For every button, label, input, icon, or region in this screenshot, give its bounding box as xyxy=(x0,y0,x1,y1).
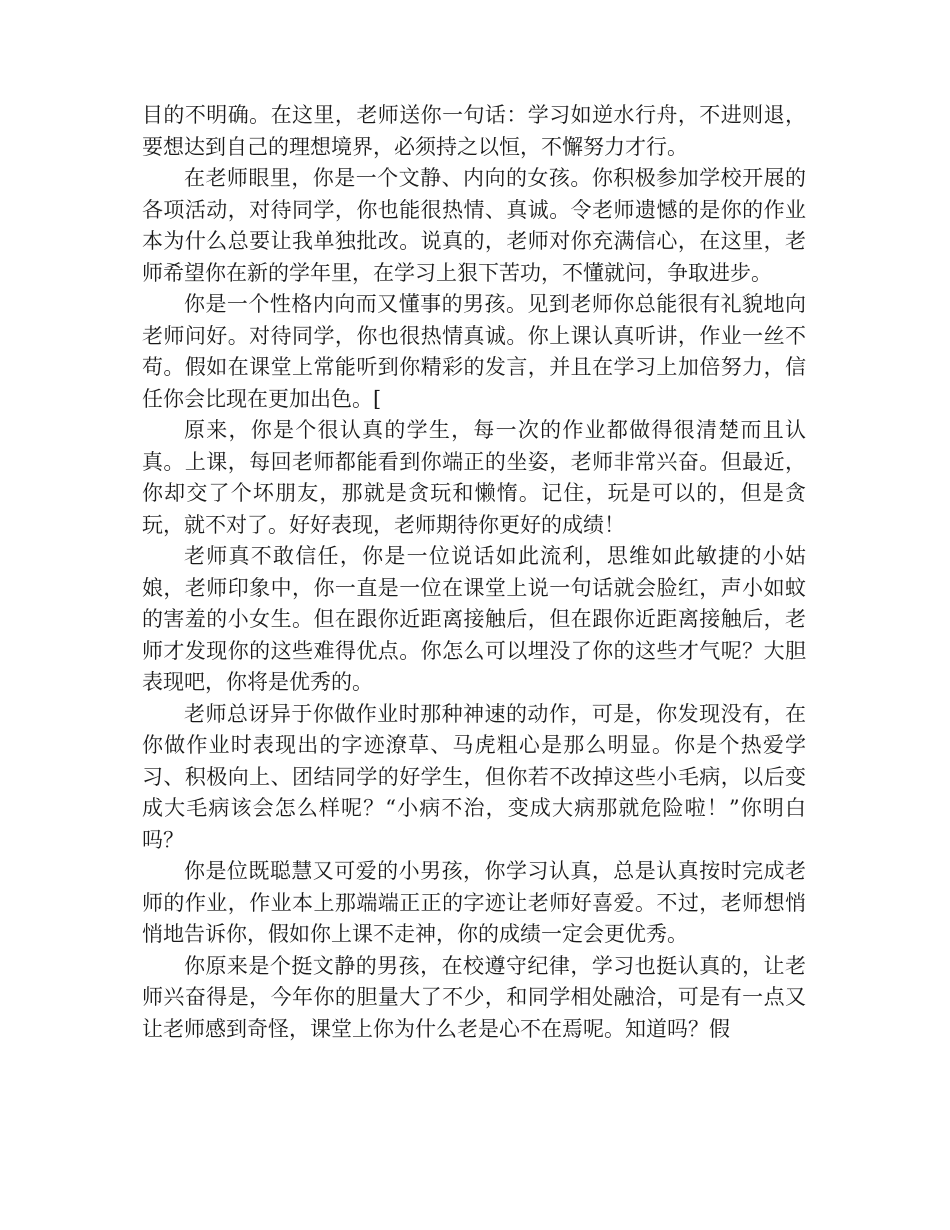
paragraph-5: 老师真不敢信任，你是一位说话如此流利，思维如此敏捷的小姑娘，老师印象中，你一直是一位在课堂上说一句话就会脸红，声小如蚊的害羞的小女生。但在跟你近距离接触后，但在跟你近距离接触后，老师才发现你的这些难得优点。你怎么可以埋没了你的这些才气呢？大胆表现吧，你将是优秀的。 xyxy=(142,544,806,694)
paragraph-8: 你原来是个挺文静的男孩，在校遵守纪律，学习也挺认真的，让老师兴奋得是，今年你的胆量大了不少，和同学相处融洽，可是有一点又让老师感到奇怪，课堂上你为什么老是心不在焉呢。知道吗？假 xyxy=(142,953,806,1041)
paragraph-4: 原来，你是个很认真的学生，每一次的作业都做得很清楚而且认真。上课，每回老师都能看到你端正的坐姿，老师非常兴奋。但最近，你却交了个坏朋友，那就是贪玩和懒惰。记住，玩是可以的，但是贪玩，就不对了。好好表现，老师期待你更好的成绩！ xyxy=(142,418,806,537)
paragraph-1: 目的不明确。在这里，老师送你一句话：学习如逆水行舟，不进则退，要想达到自己的理想境界，必须持之以恒，不懈努力才行。 xyxy=(142,103,806,159)
paragraph-3: 你是一个性格内向而又懂事的男孩。见到老师你总能很有礼貌地向老师问好。对待同学，你也很热情真诚。你上课认真听讲，作业一丝不苟。假如在课堂上常能听到你精彩的发言，并且在学习上加倍努力，信任你会比现在更加出色。[ xyxy=(142,292,806,411)
paragraph-7: 你是位既聪慧又可爱的小男孩，你学习认真，总是认真按时完成老师的作业，作业本上那端端正正的字迹让老师好喜爱。不过，老师想悄悄地告诉你，假如你上课不走神，你的成绩一定会更优秀。 xyxy=(142,859,806,946)
paragraph-6: 老师总讶异于你做作业时那种神速的动作，可是，你发现没有，在你做作业时表现出的字迹潦草、马虎粗心是那么明显。你是个热爱学习、积极向上、团结同学的好学生，但你若不改掉这些小毛病，以后变成大毛病该会怎么样呢？“小病不治，变成大病那就危险啦！”你明白吗？ xyxy=(142,701,806,852)
document-body xyxy=(142,100,806,1045)
paragraph-2: 在老师眼里，你是一个文静、内向的女孩。你积极参加学校开展的各项活动，对待同学，你也能很热情、真诚。令老师遗憾的是你的作业本为什么总要让我单独批改。说真的，老师对你充满信心，在这里，老师希望你在新的学年里，在学习上狠下苦功，不懂就问，争取进步。 xyxy=(142,166,806,285)
